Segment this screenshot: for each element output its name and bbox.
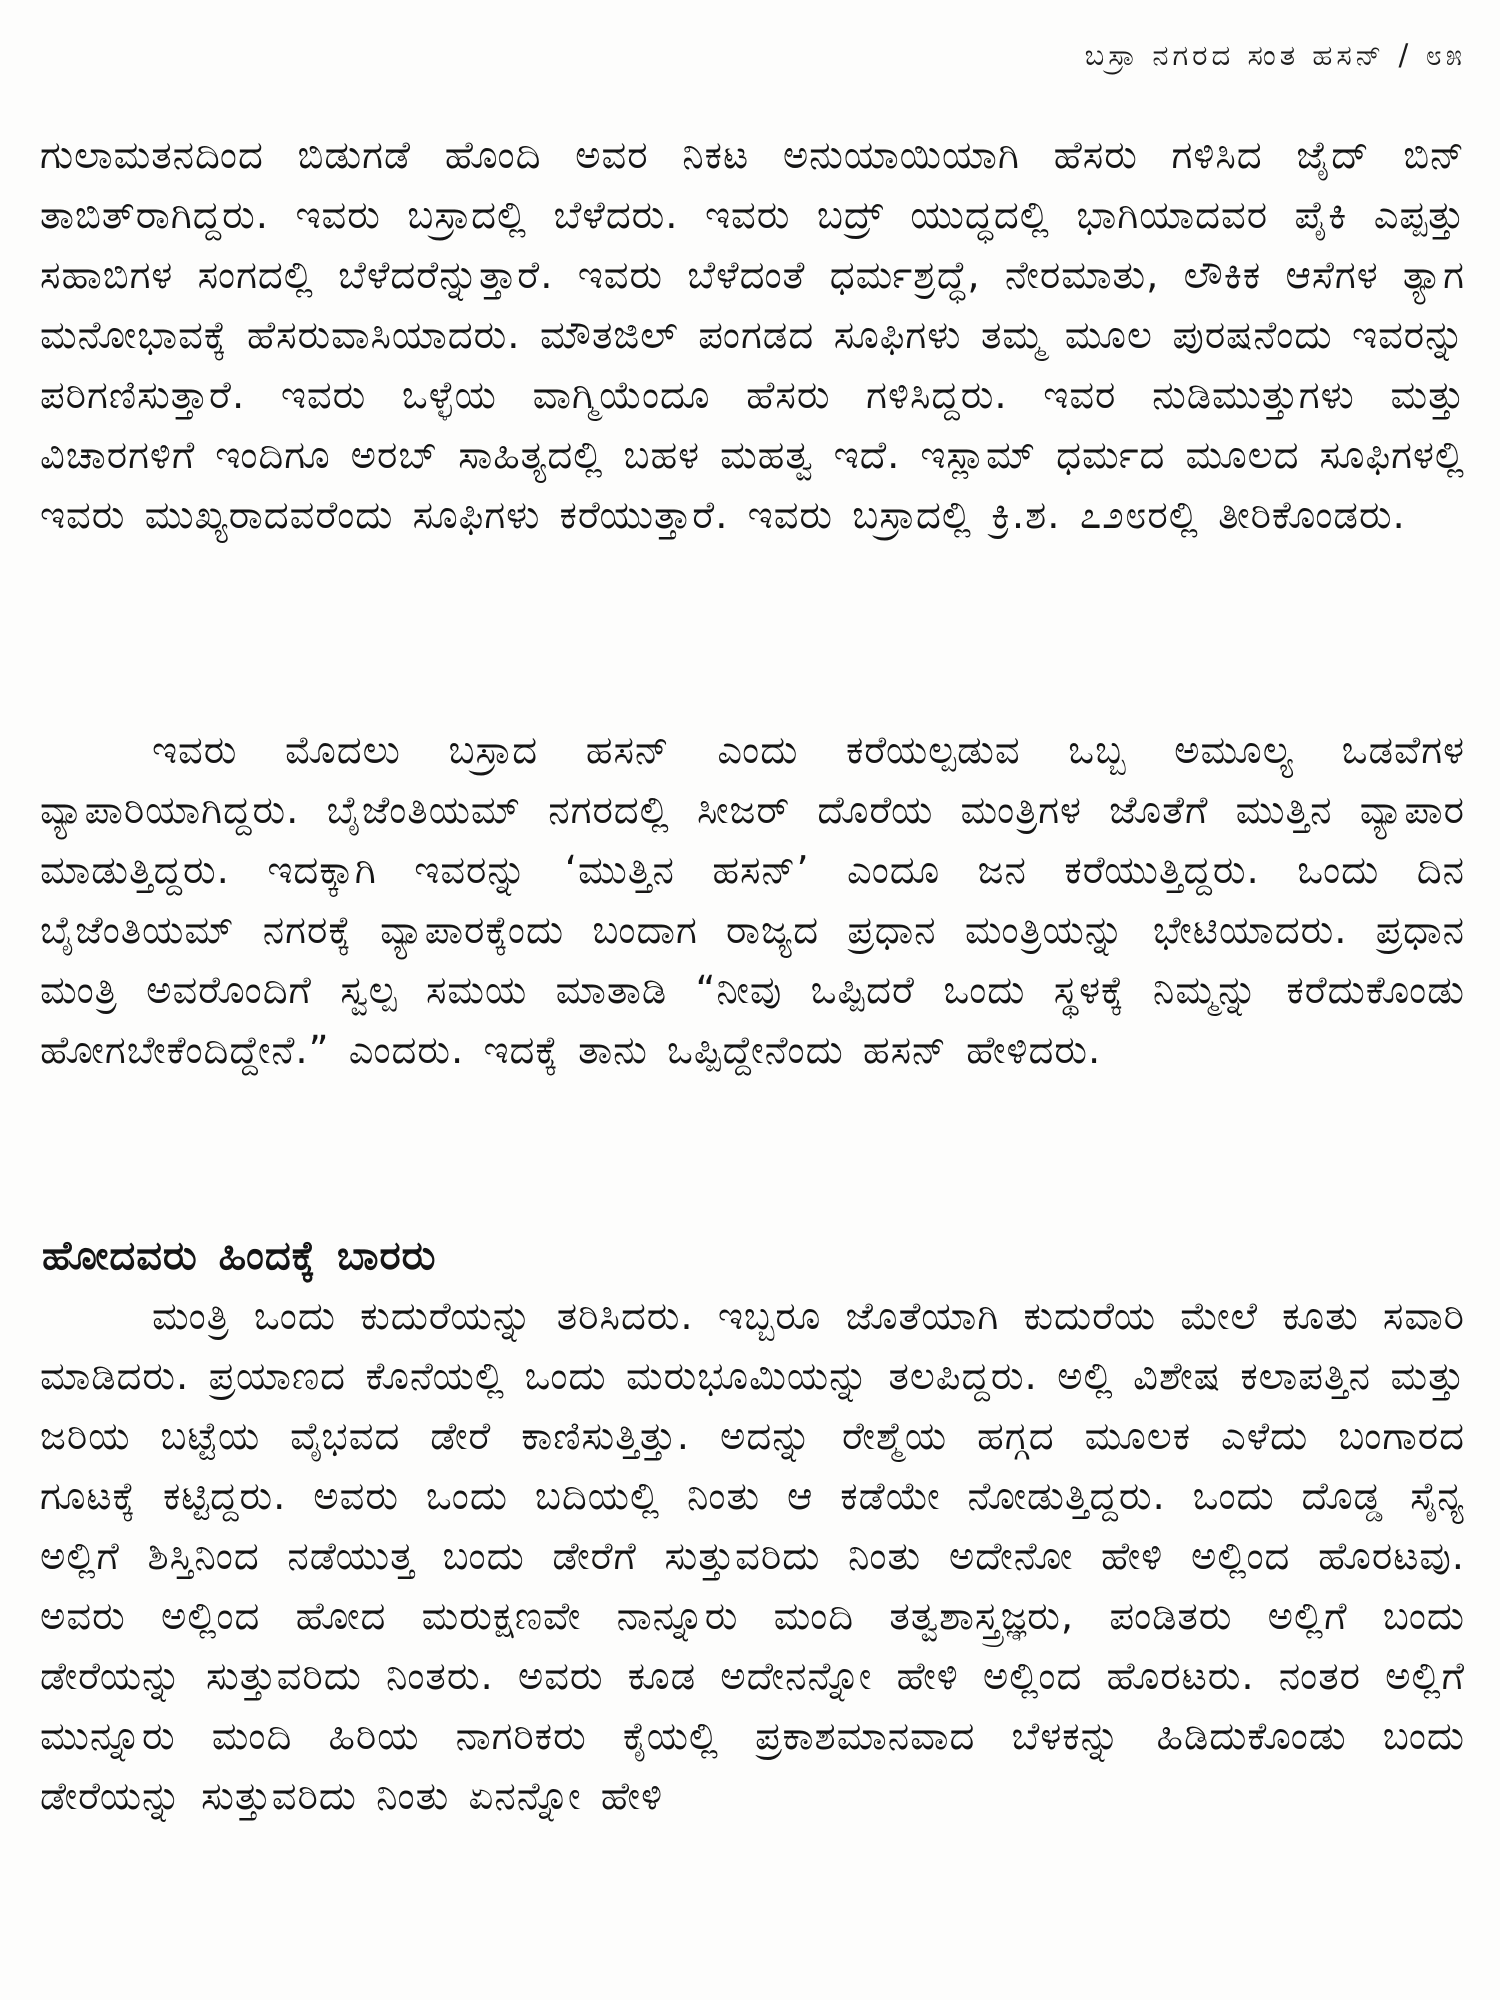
paragraph-3: ಮಂತ್ರಿ ಒಂದು ಕುದುರೆಯನ್ನು ತರಿಸಿದರು. ಇಬ್ಬರೂ ಜೊತೆಯಾಗಿ ಕುದುರೆಯ ಮೇಲೆ ಕೂತು ಸವಾರಿ ಮಾಡಿದರು. ಪ್ರಯಾಣದ ಕೊನೆಯಲ್ಲಿ ಒಂದು ಮರುಭೂಮಿಯನ್ನು ತಲಪಿದ್ದರು. ಅಲ್ಲಿ ವಿಶೇಷ ಕಲಾಪತ್ತಿನ ಮತ್ತು ಜರಿಯ ಬಟ್ಟೆಯ ವೈಭವದ ಡೇರೆ ಕಾಣಿಸುತ್ತಿತ್ತು. ಅದನ್ನು ರೇಶ್ಮೆಯ ಹಗ್ಗದ ಮೂಲಕ ಎಳೆದು ಬಂಗಾರದ ಗೂಟಕ್ಕೆ ಕಟ್ಟಿದ್ದರು. ಅವರು ಒಂದು ಬದಿಯಲ್ಲಿ ನಿಂತು ಆ ಕಡೆಯೇ ನೋಡುತ್ತಿದ್ದರು. ಒಂದು ದೊಡ್ಡ ಸೈನ್ಯ ಅಲ್ಲಿಗೆ ಶಿಸ್ತಿನಿಂದ ನಡೆಯುತ್ತ ಬಂದು ಡೇರೆಗೆ ಸುತ್ತುವರಿದು ನಿಂತು ಅದೇನೋ ಹೇಳಿ ಅಲ್ಲಿಂದ ಹೊರಟವು. ಅವರು ಅಲ್ಲಿಂದ ಹೋದ ಮರುಕ್ಷಣವೇ ನಾನ್ನೂರು ಮಂದಿ ತತ್ವಶಾಸ್ತ್ರಜ್ಞರು, ಪಂಡಿತರು ಅಲ್ಲಿಗೆ ಬಂದು ಡೇರೆಯನ್ನು ಸುತ್ತುವರಿದು ನಿಂತರು. ಅವರು ಕೂಡ ಅದೇನನ್ನೋ ಹೇಳಿ ಅಲ್ಲಿಂದ ಹೊರಟರು. ನಂತರ ಅಲ್ಲಿಗೆ ಮುನ್ನೂರು ಮಂದಿ ಹಿರಿಯ ನಾಗರಿಕರು ಕೈಯಲ್ಲಿ ಪ್ರಕಾಶಮಾನವಾದ ಬೆಳಕನ್ನು ಹಿಡಿದುಕೊಂಡು ಬಂದು ಡೇರೆಯನ್ನು ಸುತ್ತುವರಿದು ನಿಂತು ಏನನ್ನೋ ಹೇಳಿ <box>40 1294 1465 1819</box>
section-heading: ಹೋದವರು ಹಿಂದಕ್ಕೆ ಬಾರರು <box>42 1233 437 1279</box>
page-body <box>40 126 1465 2009</box>
paragraph-1: ಗುಲಾಮತನದಿಂದ ಬಿಡುಗಡೆ ಹೊಂದಿ ಅವರ ನಿಕಟ ಅನುಯಾಯಿಯಾಗಿ ಹೆಸರು ಗಳಿಸಿದ ಜೈದ್ ಬಿನ್ ತಾಬಿತ್‌ರಾಗಿದ್ದರು. ಇವರು ಬಸ್ರಾದಲ್ಲಿ ಬೆಳೆದರು. ಇವರು ಬದ್ರ್ ಯುದ್ಧದಲ್ಲಿ ಭಾಗಿಯಾದವರ ಪೈಕಿ ಎಪ್ಪತ್ತು ಸಹಾಬಿಗಳ ಸಂಗದಲ್ಲಿ ಬೆಳೆದರೆನ್ನುತ್ತಾರೆ. ಇವರು ಬೆಳೆದಂತೆ ಧರ್ಮಶ್ರದ್ಧೆ, ನೇರಮಾತು, ಲೌಕಿಕ ಆಸೆಗಳ ತ್ಯಾಗ ಮನೋಭಾವಕ್ಕೆ ಹೆಸರುವಾಸಿಯಾದರು. ಮೌತಜಿಲ್ ಪಂಗಡದ ಸೂಫಿಗಳು ತಮ್ಮ ಮೂಲ ಪುರಷನೆಂದು ಇವರನ್ನು ಪರಿಗಣಿಸುತ್ತಾರೆ. ಇವರು ಒಳ್ಳೆಯ ವಾಗ್ಮಿಯೆಂದೂ ಹೆಸರು ಗಳಿಸಿದ್ದರು. ಇವರ ನುಡಿಮುತ್ತುಗಳು ಮತ್ತು ವಿಚಾರಗಳಿಗೆ ಇಂದಿಗೂ ಅರಬ್ ಸಾಹಿತ್ಯದಲ್ಲಿ ಬಹಳ ಮಹತ್ವ ಇದೆ. ಇಸ್ಲಾಮ್ ಧರ್ಮದ ಮೂಲದ ಸೂಫಿಗಳಲ್ಲಿ ಇವರು ಮುಖ್ಯರಾದವರೆಂದು ಸೂಫಿಗಳು ಕರೆಯುತ್ತಾರೆ. ಇವರು ಬಸ್ರಾದಲ್ಲಿ ಕ್ರಿ.ಶ. ೭೨೮ರಲ್ಲಿ ತೀರಿಕೊಂಡರು. <box>40 133 1465 538</box>
paragraph-2: ಇವರು ಮೊದಲು ಬಸ್ರಾದ ಹಸನ್ ಎಂದು ಕರೆಯಲ್ಪಡುವ ಒಬ್ಬ ಅಮೂಲ್ಯ ಒಡವೆಗಳ ವ್ಯಾಪಾರಿಯಾಗಿದ್ದರು. ಬೈಜೆಂತಿಯಮ್ ನಗರದಲ್ಲಿ ಸೀಜರ್ ದೊರೆಯ ಮಂತ್ರಿಗಳ ಜೊತೆಗೆ ಮುತ್ತಿನ ವ್ಯಾಪಾರ ಮಾಡುತ್ತಿದ್ದರು. ಇದಕ್ಕಾಗಿ ಇವರನ್ನು ‘ಮುತ್ತಿನ ಹಸನ್’ ಎಂದೂ ಜನ ಕರೆಯುತ್ತಿದ್ದರು. ಒಂದು ದಿನ ಬೈಜೆಂತಿಯಮ್ ನಗರಕ್ಕೆ ವ್ಯಾಪಾರಕ್ಕೆಂದು ಬಂದಾಗ ರಾಜ್ಯದ ಪ್ರಧಾನ ಮಂತ್ರಿಯನ್ನು ಭೇಟಿಯಾದರು. ಪ್ರಧಾನ ಮಂತ್ರಿ ಅವರೊಂದಿಗೆ ಸ್ವಲ್ಪ ಸಮಯ ಮಾತಾಡಿ “ನೀವು ಒಪ್ಪಿದರೆ ಒಂದು ಸ್ಥಳಕ್ಕೆ ನಿಮ್ಮನ್ನು ಕರೆದುಕೊಂಡು ಹೋಗಬೇಕೆಂದಿದ್ದೇನೆ.” ಎಂದರು. ಇದಕ್ಕೆ ತಾನು ಒಪ್ಪಿದ್ದೇನೆಂದು ಹಸನ್ ಹೇಳಿದರು. <box>40 728 1465 1073</box>
running-head: ಬಸ್ರಾ ನಗರದ ಸಂತ ಹಸನ್ / ೮೫ <box>1084 38 1466 72</box>
